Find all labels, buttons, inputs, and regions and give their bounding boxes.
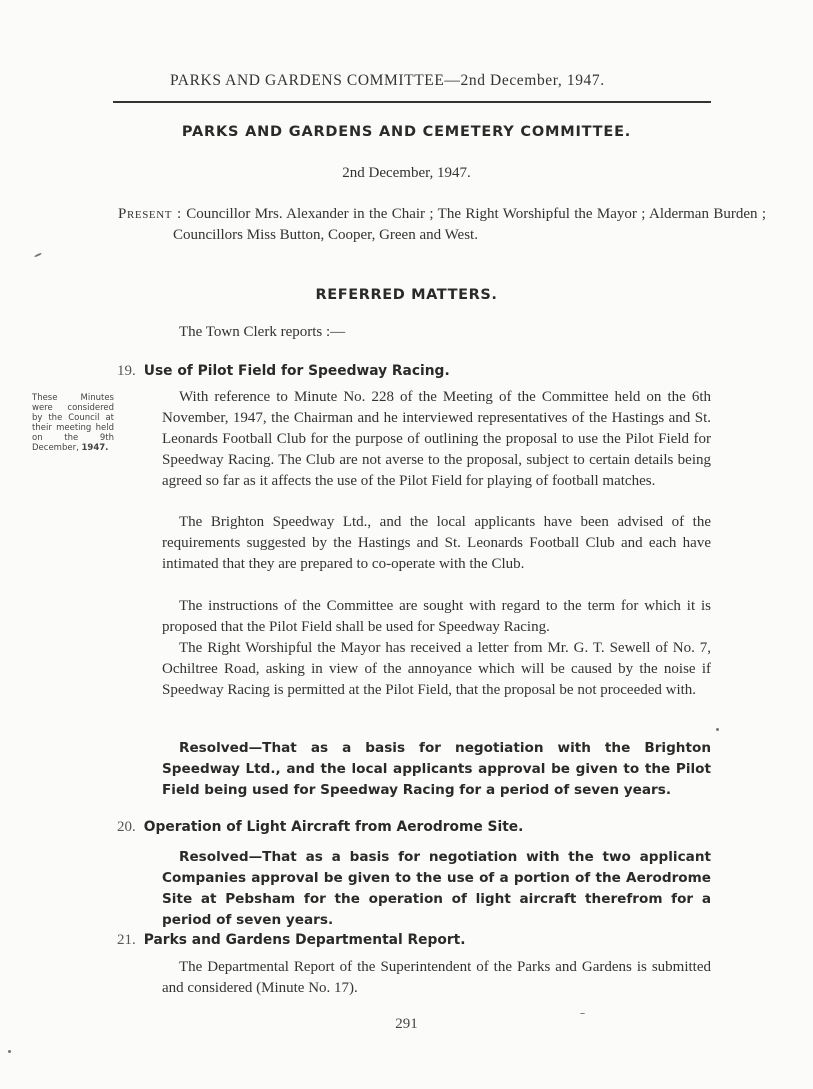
committee-title: PARKS AND GARDENS AND CEMETERY COMMITTEE. [181, 124, 632, 140]
page-number: 291 [395, 1016, 418, 1032]
meeting-date: 2nd December, 1947. [342, 165, 471, 181]
scan-mark [716, 728, 719, 731]
margin-note-year: 1947. [81, 443, 109, 453]
item-21-heading [117, 932, 465, 949]
item-19-paragraph-1: With reference to Minute No. 228 of the Meeting of the Committee held on the 6th November, 1947, the Chairman and he interviewed representatives of the Hastings and St. Leonards Football Club for the purpose of outlining the proposal to use the Pilot Field for Speedway Racing. The Club are not averse to the proposal, subject to certain details being agreed so far as it affects the use of the Pilot Field for playing of football matches. [162, 389, 711, 489]
item-20-heading [117, 819, 523, 836]
item-heading-text: Operation of Light Aircraft from Aerodrome Site. [143, 819, 524, 835]
header-rule [113, 101, 711, 103]
scan-mark [8, 1050, 11, 1053]
section-title: REFERRED MATTERS. [315, 287, 498, 303]
item-number: 19. [117, 363, 136, 379]
item-21-paragraph-1: The Departmental Report of the Superintendent of the Parks and Gardens is submitted and considered (Minute No. 17). [162, 959, 711, 996]
running-header: PARKS AND GARDENS COMMITTEE—2nd December, 1947. [170, 72, 605, 89]
present-text: Councillor Mrs. Alexander in the Chair ; The Right Worshipful the Mayor ; Alderman Burden ; Councillors Miss Button, Cooper, Green and West. [173, 206, 767, 243]
item-19-resolution: Resolved—That as a basis for negotiation with the Brighton Speedway Ltd., and the local applicants approval be given to the Pilot Field being used for Speedway Racing for a period of seven years. [162, 740, 711, 798]
margin-note-text: These Minutes were considered by the Council at their meeting held on the 9th December, [32, 393, 114, 453]
item-19-paragraph-4: The Right Worshipful the Mayor has received a letter from Mr. G. T. Sewell of No. 7, Ochiltree Road, asking in view of the annoyance which will be caused by the noise if Speedway Racing is permitted at the Pilot Field, that the proposal be not proceeded with. [162, 640, 711, 698]
item-20-resolution: Resolved—That as a basis for negotiation with the two applicant Companies approval be given to the use of a portion of the Aerodrome Site at Pebsham for the operation of light aircraft therefrom for a period of seven years. [162, 849, 711, 928]
item-number: 21. [117, 932, 136, 948]
item-19-paragraph-3: The instructions of the Committee are sought with regard to the term for which it is proposed that the Pilot Field shall be used for Speedway Racing. [162, 598, 711, 635]
scan-mark [580, 1013, 585, 1014]
item-19-heading [117, 363, 450, 380]
scan-mark [34, 252, 42, 257]
item-19-paragraph-2: The Brighton Speedway Ltd., and the local applicants have been advised of the requirements suggested by the Hastings and St. Leonards Football Club and each have intimated that they are prepared to co-operate with the Club. [162, 514, 711, 572]
item-heading-text: Parks and Gardens Departmental Report. [143, 932, 466, 948]
reports-line: The Town Clerk reports :— [179, 324, 346, 340]
item-heading-text: Use of Pilot Field for Speedway Racing. [143, 363, 450, 379]
item-number: 20. [117, 819, 136, 835]
margin-note [32, 393, 114, 453]
present-paragraph [118, 204, 766, 246]
present-label: Present : [118, 206, 182, 222]
